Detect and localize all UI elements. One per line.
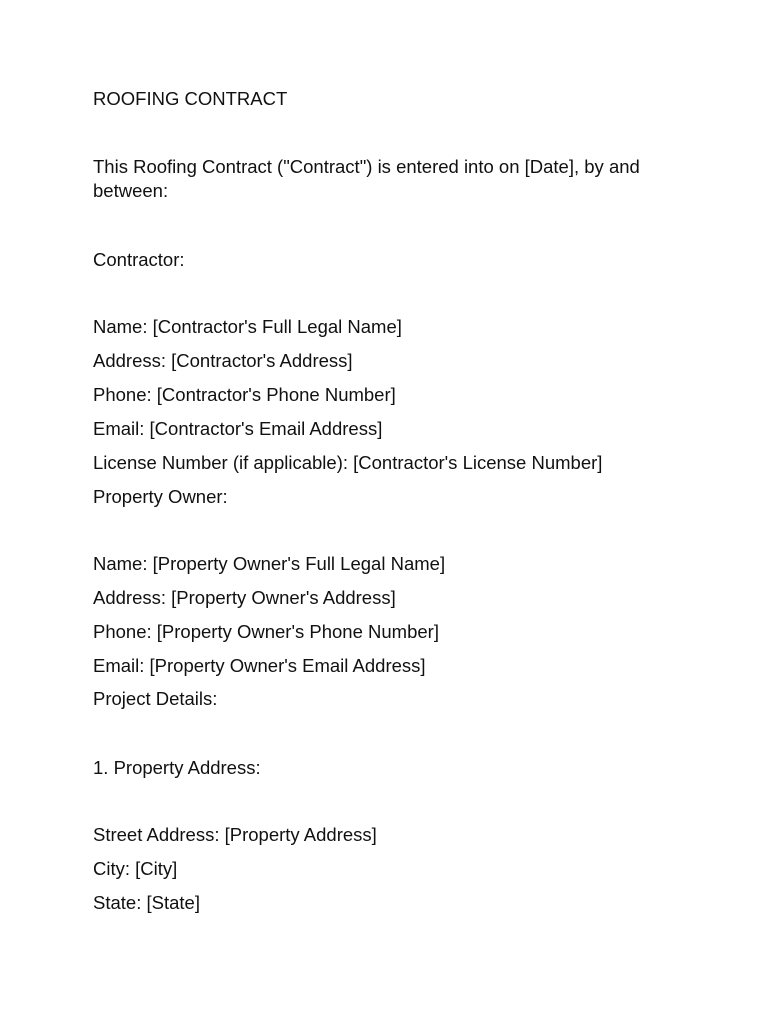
owner-name: Name: [Property Owner's Full Legal Name] [93, 553, 446, 574]
owner-heading: Property Owner: [93, 486, 228, 507]
state: State: [State] [93, 892, 200, 913]
contractor-name: Name: [Contractor's Full Legal Name] [93, 316, 402, 337]
owner-email: Email: [Property Owner's Email Address] [93, 655, 426, 676]
contractor-email: Email: [Contractor's Email Address] [93, 418, 383, 439]
owner-phone: Phone: [Property Owner's Phone Number] [93, 621, 439, 642]
contractor-heading: Contractor: [93, 249, 185, 270]
contractor-phone: Phone: [Contractor's Phone Number] [93, 384, 396, 405]
property-address-heading: 1. Property Address: [93, 757, 261, 778]
document-title: ROOFING CONTRACT [93, 88, 288, 109]
owner-address: Address: [Property Owner's Address] [93, 587, 396, 608]
contractor-address: Address: [Contractor's Address] [93, 350, 353, 371]
intro-paragraph: This Roofing Contract ("Contract") is entered into on [Date], by and between: [93, 156, 640, 201]
city: City: [City] [93, 858, 178, 879]
contractor-license: License Number (if applicable): [Contractor's License Number] [93, 452, 603, 473]
street-address: Street Address: [Property Address] [93, 824, 377, 845]
project-heading: Project Details: [93, 688, 218, 709]
